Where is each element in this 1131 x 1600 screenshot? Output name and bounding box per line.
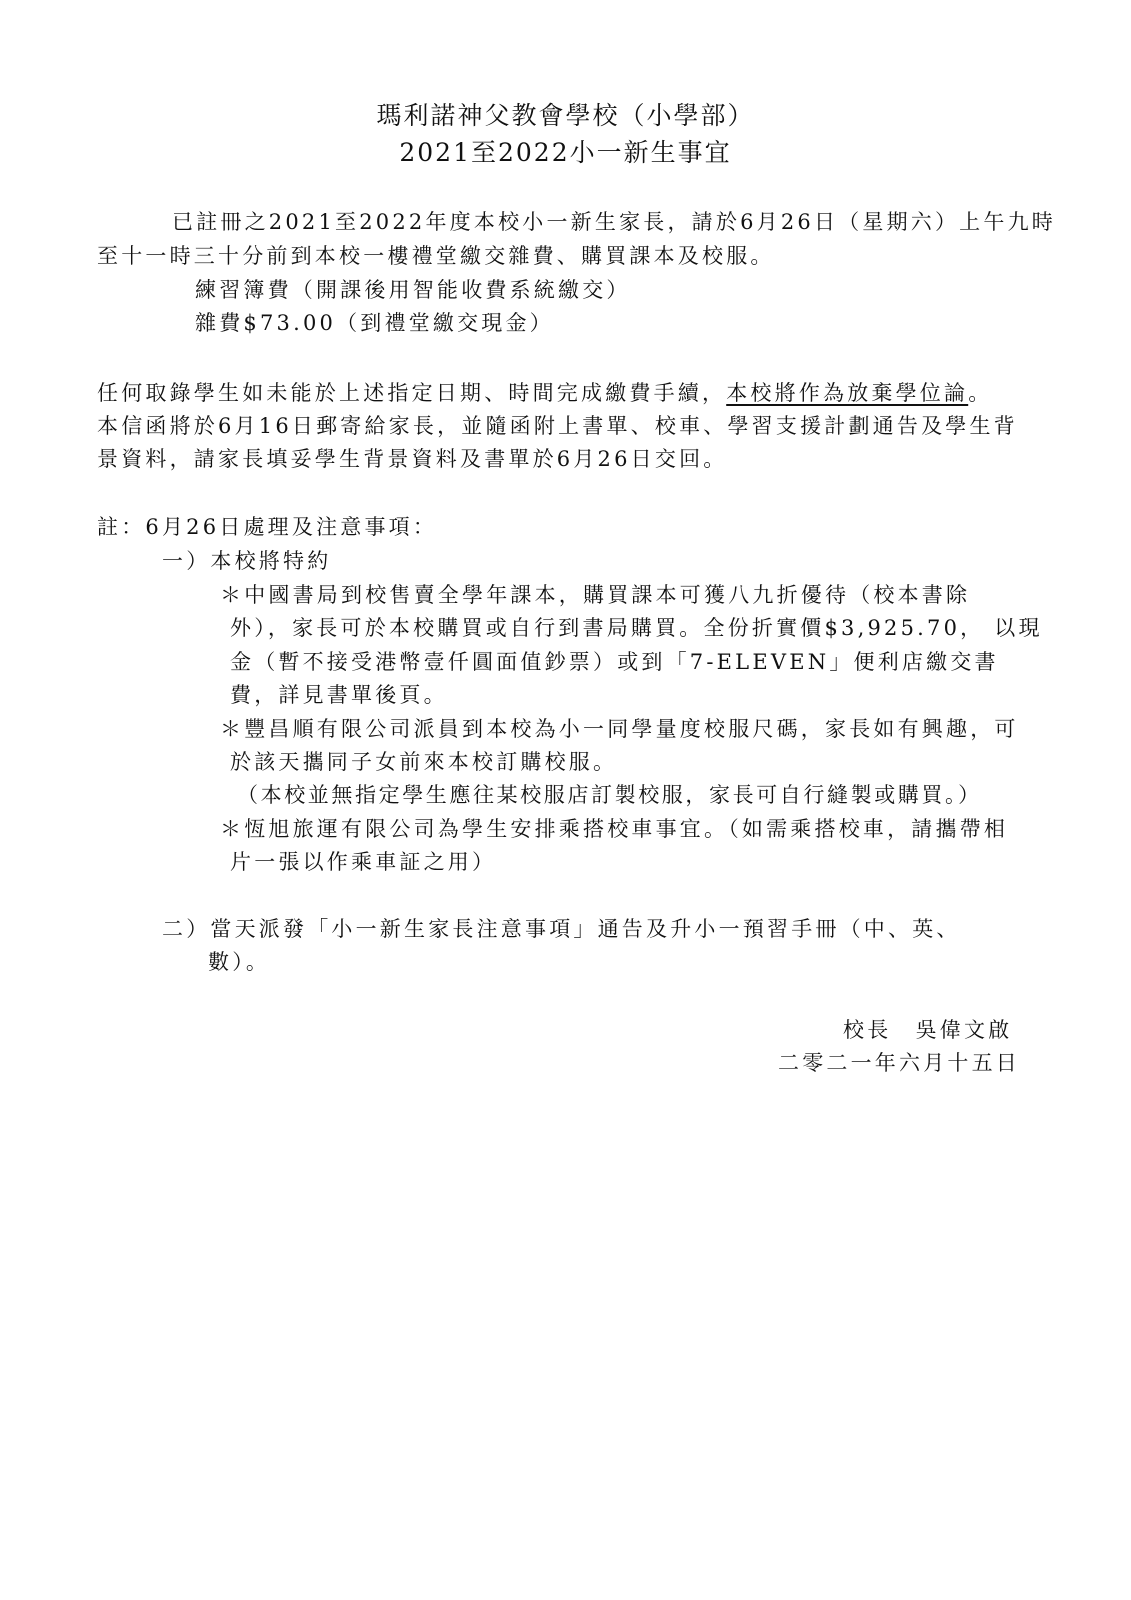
warning-line-2: 本信函將於6月16日郵寄給家長，並隨函附上書單、校車、學習支援計劃通告及學生背 xyxy=(97,414,1018,438)
uniform-line-2: 於該天攜同子女前來本校訂購校服。 xyxy=(230,750,618,774)
bookstore-line-1: ＊中國書局到校售賣全學年課本，購買課本可獲八九折優待（校本書除 xyxy=(220,583,971,607)
warning-line-3: 景資料，請家長填妥學生背景資料及書單於6月26日交回。 xyxy=(97,447,728,471)
schoolbus-line-2: 片一張以作乘車証之用） xyxy=(230,850,497,874)
section-2-line-1: 二）當天派發「小一新生家長注意事項」通告及升小一預習手冊（中、英、 xyxy=(162,917,961,941)
letter-subject: 2021至2022小一新生事宜 xyxy=(399,138,732,167)
warning-text: 任何取錄學生如未能於上述指定日期、時間完成繳費手續， xyxy=(97,381,727,405)
bookstore-line-4: 費，詳見書單後頁。 xyxy=(230,683,448,707)
fee-misc: 雜費$73.00（到禮堂繳交現金） xyxy=(195,311,554,335)
intro-line-2: 至十一時三十分前到本校一樓禮堂繳交雜費、購買課本及校服。 xyxy=(97,244,775,268)
section-2-line-2: 數）。 xyxy=(208,950,271,974)
bookstore-line-3: 金（暫不接受港幣壹仟圓面值鈔票）或到「7-ELEVEN」便利店繳交書 xyxy=(230,650,999,674)
school-name: 瑪利諾神父教會學校（小學部） xyxy=(376,101,755,130)
notes-heading: 註：6月26日處理及注意事項： xyxy=(97,515,438,539)
bookstore-line-2: 外），家長可於本校購買或自行到書局購買。全份折實價$3,925.70， 以現 xyxy=(230,616,1043,640)
uniform-line-3: （本校並無指定學生應往某校服店訂製校服，家長可自行縫製或購買。） xyxy=(237,783,982,807)
letter-date: 二零二一年六月十五日 xyxy=(778,1051,1020,1075)
section-1-label: 一）本校將特約 xyxy=(162,549,332,573)
fee-exercise-books: 練習簿費（開課後用智能收費系統繳交） xyxy=(195,278,631,302)
warning-emphasis: 本校將作為放棄學位論 xyxy=(726,381,969,405)
uniform-line-1: ＊豐昌順有限公司派員到本校為小一同學量度校服尺碼，家長如有興趣，可 xyxy=(220,717,1019,741)
schoolbus-line-1: ＊恆旭旅運有限公司為學生安排乘搭校車事宜。（如需乘搭校車，請攜帶相 xyxy=(220,817,1009,841)
warning-period: 。 xyxy=(968,381,993,405)
warning-line-1 xyxy=(97,377,992,407)
principal-signature: 校長 吳偉文啟 xyxy=(843,1018,1013,1042)
intro-line-1: 已註冊之2021至2022年度本校小一新生家長，請於6月26日（星期六）上午九時 xyxy=(172,210,1056,234)
